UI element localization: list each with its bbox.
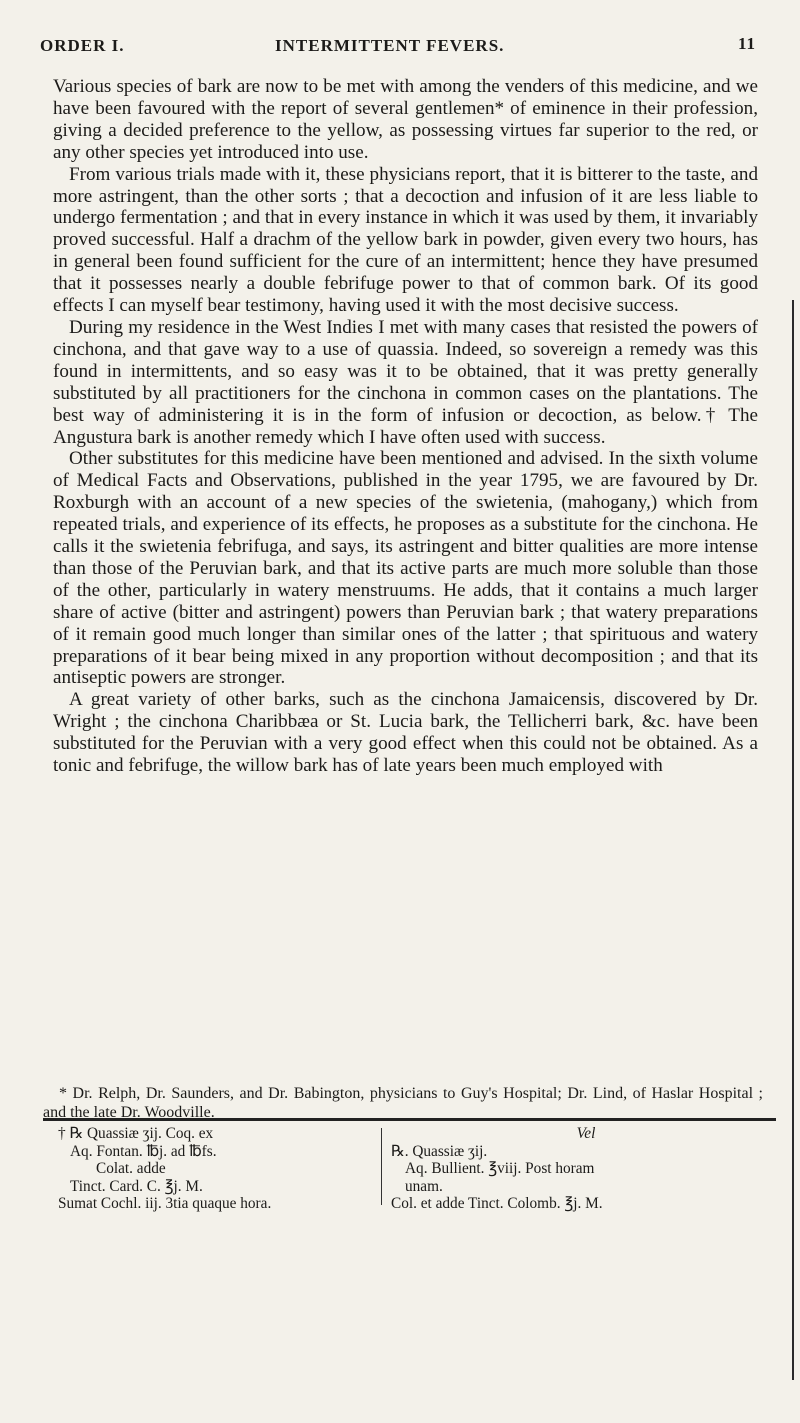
header-order: ORDER I. — [40, 36, 125, 55]
prescription-line: Sumat Cochl. iij. 3tia quaque hora. — [58, 1195, 272, 1213]
paragraph: A great variety of other barks, such as the cinchona Jamaicensis, discovered by Dr. Wright ; the cinchona Charibbæa or St. Lucia bark, the Tellicherri bark, &c. have been substituted for the Peruvian with a very good effect when this could not be obtained. As a tonic and febrifuge, the willow bark has of late years been much employed with — [53, 689, 758, 777]
paragraph: Other substitutes for this medicine have been mentioned and advised. In the sixth volume of Medical Facts and Observations, published in the year 1795, we are favoured by Dr. Roxburgh with an account of a new species of the swietenia, (mahogany,) which from repeated trials, and experience of its effects, he proposes as a substitute for the cinchona. He calls it the swietenia febrifuga, and says, its astringent and bitter qualities are more intense than those of the Peruvian bark, and that its active parts are much more soluble than those of the other, particularly in watery menstruums. He adds, that it contains a much larger share of active (bitter and astringent) powers than Peruvian bark ; that watery preparations of it remain good much longer than similar ones of the latter ; that spirituous and watery preparations of it bear being mixed in any proportion without decomposition ; and that its antiseptic powers are stronger. — [53, 448, 758, 689]
footnote: * Dr. Relph, Dr. Saunders, and Dr. Babington, physicians to Guy's Hospital; Dr. Lind, of Haslar Hospital ; and the late Dr. Woodville. — [43, 1085, 763, 1121]
prescription-right — [391, 1125, 781, 1213]
footnote-rule — [43, 1118, 776, 1121]
prescription-line: unam. — [405, 1177, 443, 1195]
header-title: INTERMITTENT FEVERS. — [275, 36, 505, 55]
prescription-line: Col. et adde Tinct. Colomb. ℥j. M. — [391, 1195, 603, 1213]
prescription-line: Aq. Fontan. ℔j. ad ℔fs. — [70, 1142, 217, 1160]
prescription-line: † ℞ Quassiæ ʒij. Coq. ex — [58, 1125, 214, 1142]
main-text — [53, 76, 758, 777]
prescription-left — [58, 1125, 378, 1213]
prescription-line: Aq. Bullient. ℥viij. Post horam — [405, 1160, 595, 1178]
page-edge-shadow — [792, 300, 794, 1380]
prescription-line: ℞. Quassiæ ʒij. — [391, 1142, 488, 1160]
paragraph: From various trials made with it, these physicians report, that it is bitterer to the taste, and more astringent, than the other sorts ; that a decoction and infusion of it are less liable to undergo fermentation ; and that in every instance in which it was used by them, it invariably proved successful. Half a drachm of the yellow bark in powder, given every two hours, has in general been found sufficient for the cure of an intermittent; hence they have presumed that it possesses nearly a double febrifuge power to that of common bark. Of its good effects I can myself bear testimony, having used it with the most decisive success. — [53, 163, 758, 317]
paragraph: Various species of bark are now to be met with among the venders of this medicine, and we have been favoured with the report of several gentlemen* of eminence in their profession, giving a decided preference to the yellow, as possessing virtues far superior to the red, or any other species yet introduced into use. — [53, 76, 758, 163]
running-header — [40, 36, 756, 64]
paragraph: During my residence in the West Indies I met with many cases that resisted the powers of cinchona, and that gave way to a use of quassia. Indeed, so sovereign a remedy was this found in intermittents, and so easy was it to be obtained, that it was pretty generally substituted by all practitioners for the cinchona in common cases on the plantations. The best way of administering it is in the form of infusion or decoction, as below.† The Angustura bark is another remedy which I have often used with success. — [53, 316, 758, 448]
prescription-line: Tinct. Card. C. ℥j. M. — [70, 1177, 203, 1195]
prescription-heading: Vel — [576, 1125, 596, 1142]
page-number: 11 — [737, 34, 756, 53]
column-divider — [381, 1128, 382, 1205]
prescription-line: Colat. adde — [96, 1160, 166, 1178]
